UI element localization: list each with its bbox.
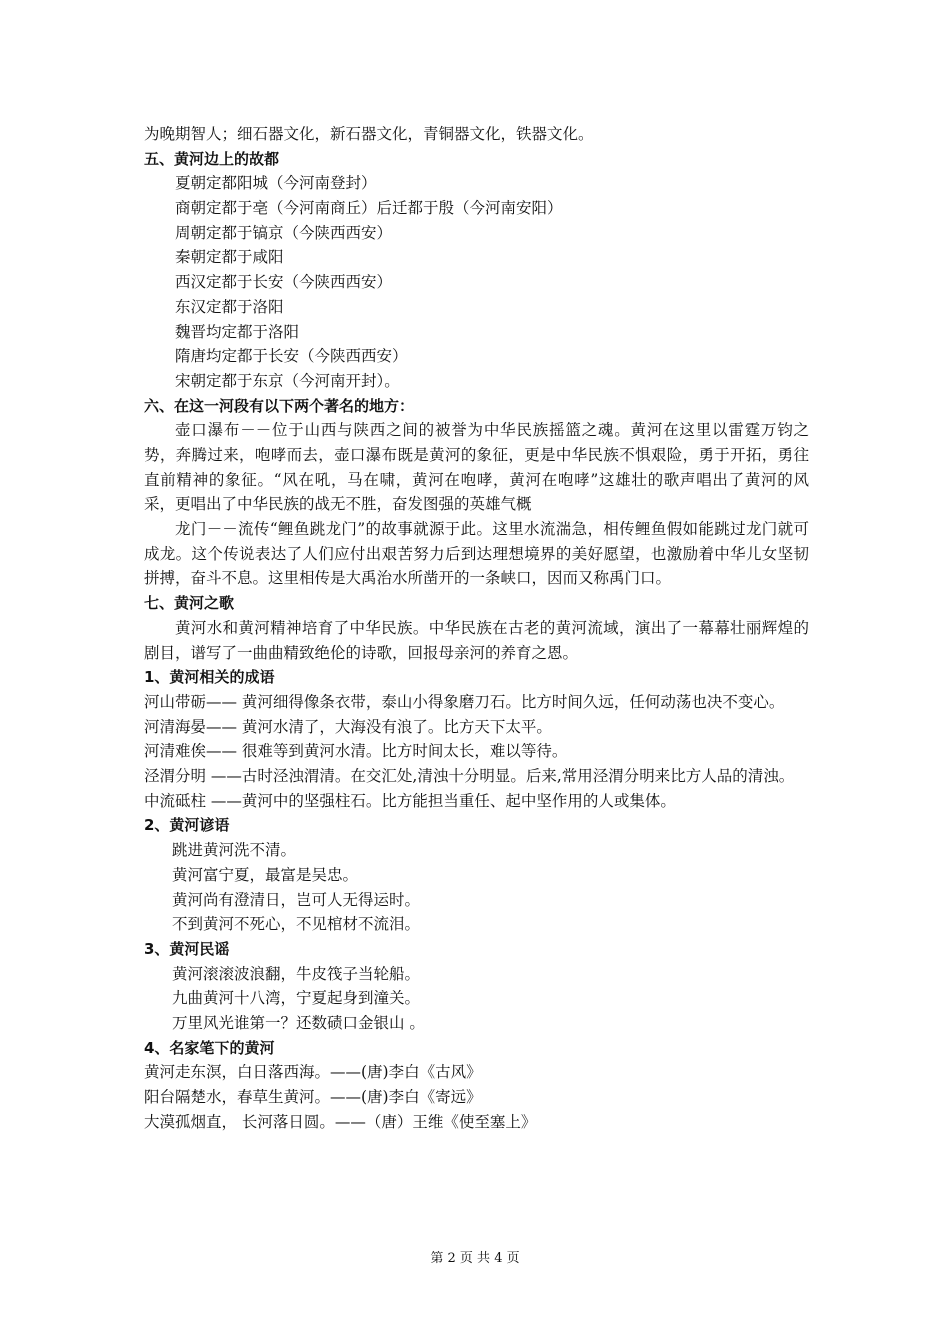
idioms-list (144, 690, 809, 814)
list-item: 隋唐均定都于长安（今陕西西安） (175, 347, 408, 366)
capitals-list (144, 171, 809, 393)
section-heading-famous-places: 六、在这一河段有以下两个著名的地方： (144, 396, 415, 415)
paragraph-hukou-waterfall: 壶口瀑布－－位于山西与陕西之间的被誉为中华民族摇篮之魂。黄河在这里以雷霆万钧之势，奔腾过来，咆哮而去，壶口瀑布既是黄河的象征，更是中华民族不惧艰险，勇于开拓，勇往直前精神的象征。“风在吼，马在啸，黄河在咆哮，黄河在咆哮”这雄壮的歌声唱出了黄河的风采，更唱出了中华民族的战无不胜，奋发图强的英雄气概 (144, 421, 809, 514)
subheading-idioms: 1、黄河相关的成语 (144, 668, 275, 687)
list-item: 黄河富宁夏，最富是吴忠。 (172, 865, 359, 884)
section-heading-song: 七、黄河之歌 (144, 594, 235, 613)
list-item: 河山带砺—— 黄河细得像条衣带，泰山小得象磨刀石。比方时间久远，任何动荡也决不变心。 (144, 692, 785, 711)
list-item: 黄河滚滚波浪翻，牛皮筏子当轮船。 (172, 964, 421, 983)
list-item: 万里风光谁第一？还数碛口金银山 。 (172, 1013, 425, 1032)
list-item: 跳进黄河洗不清。 (172, 841, 297, 860)
list-item: 夏朝定都阳城（今河南登封） (175, 174, 377, 193)
list-item: 大漠孤烟直， 长河落日圆。——（唐）王维《使至塞上》 (144, 1112, 537, 1131)
list-item: 阳台隔楚水，春草生黄河。——(唐)李白《寄远》 (144, 1088, 482, 1107)
subheading-poems: 4、名家笔下的黄河 (144, 1038, 275, 1057)
list-item: 西汉定都于长安（今陕西西安） (175, 273, 393, 292)
list-item: 不到黄河不死心，不见棺材不流泪。 (172, 915, 421, 934)
list-item: 九曲黄河十八湾，宁夏起身到潼关。 (172, 989, 421, 1008)
paragraph-song: 黄河水和黄河精神培育了中华民族。中华民族在古老的黄河流域，演出了一幕幕壮丽辉煌的剧目，谱写了一曲曲精致绝伦的诗歌，回报母亲河的养育之恩。 (144, 618, 809, 662)
poems-list (144, 1060, 809, 1134)
list-item: 宋朝定都于东京（今河南开封）。 (175, 371, 400, 390)
page-number: 第 2 页 共 4 页 (430, 1251, 520, 1266)
paragraph-longmen: 龙门－－流传“鲤鱼跳龙门”的故事就源于此。这里水流湍急，相传鲤鱼假如能跳过龙门就可成龙。这个传说表达了人们应付出艰苦努力后到达理想境界的美好愿望，也激励着中华儿女坚韧拼搏，奋斗不息。这里相传是大禹治水所凿开的一条峡口，因而又称禹门口。 (144, 520, 809, 588)
intro-line: 为晚期智人；细石器文化，新石器文化，青铜器文化，铁器文化。 (144, 125, 594, 143)
subheading-proverbs: 2、黄河谚语 (144, 816, 230, 835)
list-item: 中流砥柱 ——黄河中的坚强柱石。比方能担当重任、起中坚作用的人或集体。 (144, 791, 676, 810)
proverbs-list (144, 838, 809, 937)
list-item: 河清难俟—— 很难等到黄河水清。比方时间太长，难以等待。 (144, 742, 568, 761)
document-page (144, 122, 809, 1134)
list-item: 东汉定都于洛阳 (175, 297, 284, 316)
list-item: 魏晋均定都于洛阳 (175, 322, 300, 341)
ballads-list (144, 962, 809, 1036)
list-item: 商朝定都于亳（今河南商丘）后迁都于殷（今河南安阳） (175, 199, 563, 218)
list-item: 秦朝定都于咸阳 (175, 248, 284, 267)
list-item: 周朝定都于镐京（今陕西西安） (175, 223, 393, 242)
list-item: 河清海晏—— 黄河水清了，大海没有浪了。比方天下太平。 (144, 717, 552, 736)
list-item: 泾渭分明 ——古时泾浊渭清。在交汇处,清浊十分明显。后来,常用泾渭分明来比方人品的清浊。 (144, 767, 795, 786)
section-heading-capitals: 五、黄河边上的故都 (144, 149, 280, 168)
list-item: 黄河尚有澄清日，岂可人无得运时。 (172, 890, 421, 909)
list-item: 黄河走东溟，白日落西海。——(唐)李白《古风》 (144, 1063, 482, 1082)
subheading-ballads: 3、黄河民谣 (144, 939, 230, 958)
